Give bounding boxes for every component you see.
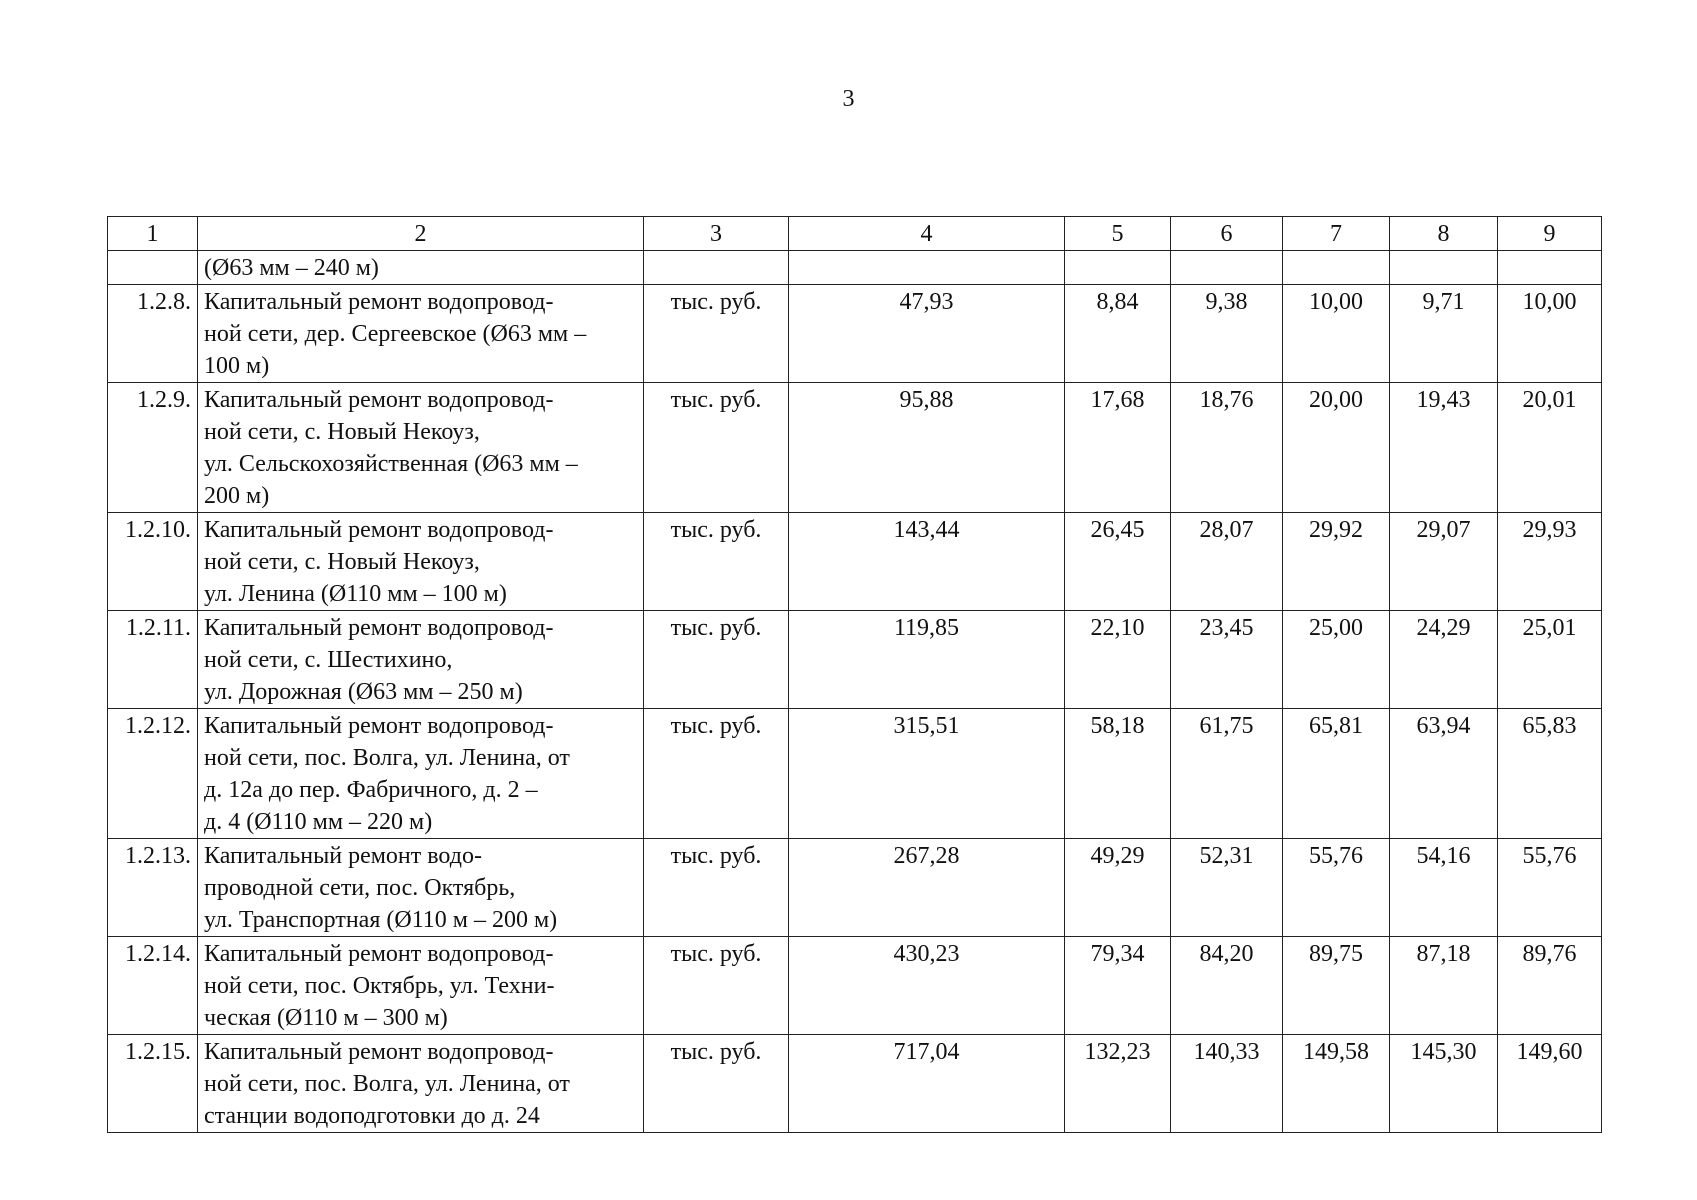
value-cell-col-5: 132,23	[1065, 1035, 1171, 1133]
value-cell-col-9: 10,00	[1498, 285, 1602, 383]
description-line: ной сети, с. Новый Некоуз,	[204, 419, 480, 445]
item-number-cell: 1.2.8.	[108, 285, 198, 383]
column-number-header: 8	[1390, 217, 1498, 251]
table-row	[108, 251, 1602, 285]
table-row	[108, 1035, 1602, 1133]
description-line: (Ø63 мм – 240 м)	[204, 255, 379, 281]
unit-cell: тыс. руб.	[644, 937, 789, 1035]
description-line: ул. Транспортная (Ø110 м – 200 м)	[204, 907, 558, 933]
item-description-cell	[198, 1035, 644, 1133]
column-number-header: 5	[1065, 217, 1171, 251]
value-cell-col-8: 29,07	[1390, 513, 1498, 611]
description-line: ул. Сельскохозяйственная (Ø63 мм –	[204, 451, 578, 477]
unit-cell: тыс. руб.	[644, 839, 789, 937]
unit-cell: тыс. руб.	[644, 611, 789, 709]
budget-table	[107, 216, 1602, 1133]
value-cell-col-6: 18,76	[1171, 383, 1283, 513]
value-cell-col-8: 145,30	[1390, 1035, 1498, 1133]
description-line: Капитальный ремонт водопровод-	[204, 387, 554, 413]
value-cell-col-5: 49,29	[1065, 839, 1171, 937]
unit-cell: тыс. руб.	[644, 709, 789, 839]
page-number: 3	[842, 86, 855, 112]
description-line: ул. Дорожная (Ø63 мм – 250 м)	[204, 679, 523, 705]
value-cell-col-9: 20,01	[1498, 383, 1602, 513]
description-line: Капитальный ремонт водо-	[204, 843, 482, 869]
value-cell-col-4: 143,44	[789, 513, 1065, 611]
column-number-header: 2	[198, 217, 644, 251]
item-number-cell: 1.2.12.	[108, 709, 198, 839]
value-cell-col-6: 9,38	[1171, 285, 1283, 383]
value-cell-col-4: 119,85	[789, 611, 1065, 709]
value-cell-col-5: 8,84	[1065, 285, 1171, 383]
value-cell-col-8: 87,18	[1390, 937, 1498, 1035]
description-line: д. 12а до пер. Фабричного, д. 2 –	[204, 777, 538, 803]
value-cell-col-8: 24,29	[1390, 611, 1498, 709]
value-cell-col-7	[1283, 251, 1390, 285]
value-cell-col-9: 65,83	[1498, 709, 1602, 839]
value-cell-col-5	[1065, 251, 1171, 285]
value-cell-col-5: 17,68	[1065, 383, 1171, 513]
item-description-cell	[198, 513, 644, 611]
unit-cell: тыс. руб.	[644, 383, 789, 513]
item-description-cell	[198, 611, 644, 709]
table-row	[108, 937, 1602, 1035]
value-cell-col-4: 430,23	[789, 937, 1065, 1035]
item-number-cell: 1.2.15.	[108, 1035, 198, 1133]
description-line: ной сети, с. Шестихино,	[204, 647, 453, 673]
column-number-header: 3	[644, 217, 789, 251]
value-cell-col-9: 29,93	[1498, 513, 1602, 611]
column-number-header: 6	[1171, 217, 1283, 251]
value-cell-col-5: 22,10	[1065, 611, 1171, 709]
item-description-cell	[198, 285, 644, 383]
item-number-cell: 1.2.14.	[108, 937, 198, 1035]
description-line: ной сети, пос. Волга, ул. Ленина, от	[204, 1071, 570, 1097]
description-line: Капитальный ремонт водопровод-	[204, 713, 554, 739]
description-line: 100 м)	[204, 353, 270, 379]
value-cell-col-7: 89,75	[1283, 937, 1390, 1035]
description-line: 200 м)	[204, 483, 270, 509]
table-row	[108, 611, 1602, 709]
description-line: Капитальный ремонт водопровод-	[204, 1039, 554, 1065]
value-cell-col-8: 63,94	[1390, 709, 1498, 839]
value-cell-col-9	[1498, 251, 1602, 285]
value-cell-col-7: 65,81	[1283, 709, 1390, 839]
item-description-cell	[198, 251, 644, 285]
table-row	[108, 285, 1602, 383]
column-number-header: 9	[1498, 217, 1602, 251]
table-row	[108, 839, 1602, 937]
value-cell-col-9: 55,76	[1498, 839, 1602, 937]
value-cell-col-6: 52,31	[1171, 839, 1283, 937]
column-number-header: 4	[789, 217, 1065, 251]
item-number-cell: 1.2.13.	[108, 839, 198, 937]
value-cell-col-6: 28,07	[1171, 513, 1283, 611]
table-row	[108, 709, 1602, 839]
value-cell-col-5: 26,45	[1065, 513, 1171, 611]
description-line: Капитальный ремонт водопровод-	[204, 941, 554, 967]
value-cell-col-4	[789, 251, 1065, 285]
description-line: Капитальный ремонт водопровод-	[204, 289, 554, 315]
value-cell-col-7: 20,00	[1283, 383, 1390, 513]
value-cell-col-9: 25,01	[1498, 611, 1602, 709]
value-cell-col-6: 61,75	[1171, 709, 1283, 839]
description-line: ной сети, с. Новый Некоуз,	[204, 549, 480, 575]
value-cell-col-8	[1390, 251, 1498, 285]
unit-cell: тыс. руб.	[644, 1035, 789, 1133]
value-cell-col-8: 9,71	[1390, 285, 1498, 383]
description-line: Капитальный ремонт водопровод-	[204, 615, 554, 641]
item-description-cell	[198, 383, 644, 513]
unit-cell: тыс. руб.	[644, 285, 789, 383]
item-number-cell: 1.2.10.	[108, 513, 198, 611]
value-cell-col-7: 25,00	[1283, 611, 1390, 709]
description-line: станции водоподготовки до д. 24	[204, 1103, 540, 1129]
value-cell-col-9: 149,60	[1498, 1035, 1602, 1133]
item-description-cell	[198, 709, 644, 839]
description-line: ул. Ленина (Ø110 мм – 100 м)	[204, 581, 507, 607]
table-row	[108, 383, 1602, 513]
value-cell-col-6: 23,45	[1171, 611, 1283, 709]
value-cell-col-6	[1171, 251, 1283, 285]
description-line: ной сети, дер. Сергеевское (Ø63 мм –	[204, 321, 587, 347]
value-cell-col-7: 55,76	[1283, 839, 1390, 937]
value-cell-col-7: 29,92	[1283, 513, 1390, 611]
table-row	[108, 513, 1602, 611]
item-number-cell	[108, 251, 198, 285]
description-line: ческая (Ø110 м – 300 м)	[204, 1005, 448, 1031]
value-cell-col-6: 140,33	[1171, 1035, 1283, 1133]
unit-cell: тыс. руб.	[644, 513, 789, 611]
value-cell-col-4: 95,88	[789, 383, 1065, 513]
value-cell-col-4: 717,04	[789, 1035, 1065, 1133]
description-line: ной сети, пос. Волга, ул. Ленина, от	[204, 745, 570, 771]
column-number-header: 1	[108, 217, 198, 251]
description-line: д. 4 (Ø110 мм – 220 м)	[204, 809, 433, 835]
table-header-row	[108, 217, 1602, 251]
item-number-cell: 1.2.9.	[108, 383, 198, 513]
value-cell-col-4: 47,93	[789, 285, 1065, 383]
value-cell-col-6: 84,20	[1171, 937, 1283, 1035]
description-line: ной сети, пос. Октябрь, ул. Техни-	[204, 973, 555, 999]
value-cell-col-5: 79,34	[1065, 937, 1171, 1035]
item-description-cell	[198, 937, 644, 1035]
unit-cell	[644, 251, 789, 285]
value-cell-col-7: 149,58	[1283, 1035, 1390, 1133]
column-number-header: 7	[1283, 217, 1390, 251]
item-description-cell	[198, 839, 644, 937]
value-cell-col-5: 58,18	[1065, 709, 1171, 839]
value-cell-col-7: 10,00	[1283, 285, 1390, 383]
value-cell-col-8: 54,16	[1390, 839, 1498, 937]
value-cell-col-4: 315,51	[789, 709, 1065, 839]
item-number-cell: 1.2.11.	[108, 611, 198, 709]
value-cell-col-8: 19,43	[1390, 383, 1498, 513]
description-line: проводной сети, пос. Октябрь,	[204, 875, 516, 901]
value-cell-col-9: 89,76	[1498, 937, 1602, 1035]
description-line: Капитальный ремонт водопровод-	[204, 517, 554, 543]
value-cell-col-4: 267,28	[789, 839, 1065, 937]
